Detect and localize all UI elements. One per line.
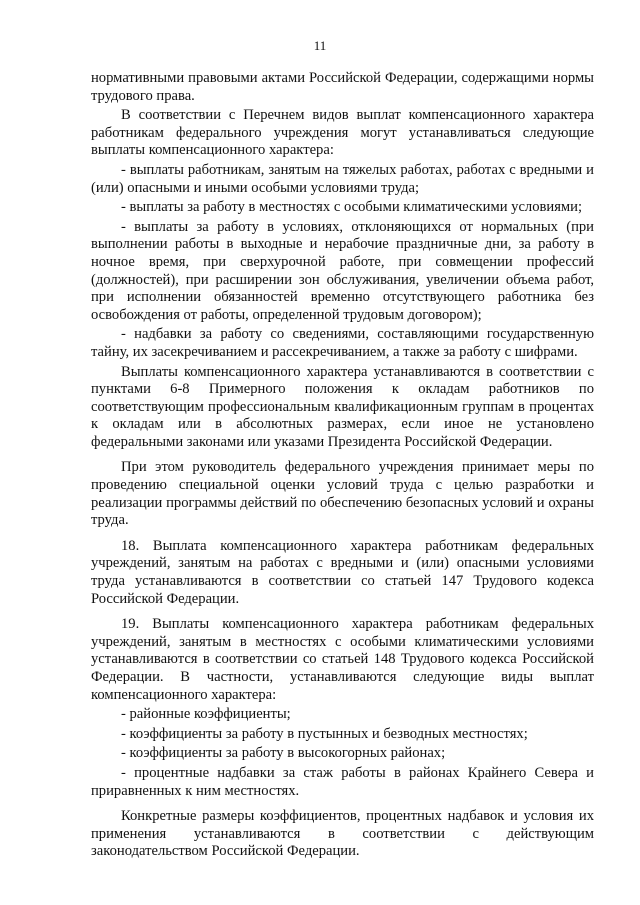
- list-item-harmful-work: - выплаты работникам, занятым на тяжелых работах, работах с вредными и (или) опасными и иными особыми условиями труда;: [91, 161, 594, 196]
- list-item-north-allowances: - процентные надбавки за стаж работы в районах Крайнего Севера и приравненных к ним местностях.: [91, 764, 594, 799]
- list-item-state-secret: - надбавки за работу со сведениями, составляющими государственную тайну, их засекречиванием и рассекречиванием, а также за работу с шифрами.: [91, 326, 594, 360]
- paragraph-continuation: нормативными правовыми актами Российской Федерации, содержащими нормы трудового права.: [91, 70, 594, 104]
- list-item-climate: - выплаты за работу в местностях с особыми климатическими условиями;: [121, 199, 583, 216]
- section-18: 18. Выплата компенсационного характера работникам федеральных учреждений, занятым на работах с вредными и (или) опасными условиями труда устанавливаются в соответствии со статьей 147 Трудового кодекса Российской Федерации.: [91, 537, 594, 607]
- list-item-desert-coefficients: - коэффициенты за работу в пустынных и безводных местностях;: [121, 725, 528, 742]
- paragraph-compensation-rules: Выплаты компенсационного характера устанавливаются в соответствии с пунктами 6-8 Примерного положения к окладам работников по соответствующим профессиональным квалификационным группам в процентах к окладам или в абсолютных размерах, если иное не установлено федеральными законами или указами Президента Российской Федерации.: [91, 363, 594, 450]
- section-19: 19. Выплаты компенсационного характера работникам федеральных учреждений, занятым в местностях с особыми климатическими условиями устанавливаются в соответствии со статьей 148 Трудового кодекса Российской Федерации. В частности, устанавливаются следующие виды выплат компенсационного характера:: [91, 616, 594, 703]
- paragraph-conclusion: Конкретные размеры коэффициентов, процентных надбавок и условия их применения устанавливаются в соответствии с действующим законодательством Российской Федерации.: [91, 808, 594, 860]
- list-item-abnormal-conditions: - выплаты за работу в условиях, отклоняющихся от нормальных (при выполнении работы в выходные и нерабочие праздничные дни, за работу в ночное время, при сверхурочной работе, при совмещении профессий (должностей), при расширении зон обслуживания, увеличении объема работ, при исполнении обязанностей временно отсутствующего работника без освобождения от работы, определенной трудовым договором);: [91, 218, 594, 323]
- paragraph-intro-list: В соответствии с Перечнем видов выплат компенсационного характера работникам федерального учреждения могут устанавливаться следующие выплаты компенсационного характера:: [91, 107, 594, 159]
- page-number: 11: [313, 38, 327, 53]
- document-body: [91, 70, 594, 863]
- list-item-highland-coefficients: - коэффициенты за работу в высокогорных районах;: [121, 745, 446, 762]
- list-item-regional-coefficients: - районные коэффициенты;: [121, 706, 291, 723]
- paragraph-labor-safety: При этом руководитель федерального учреждения принимает меры по проведению специальной оценки условий труда с целью разработки и реализации программы действий по обеспечению безопасных условий и охраны труда.: [91, 459, 594, 529]
